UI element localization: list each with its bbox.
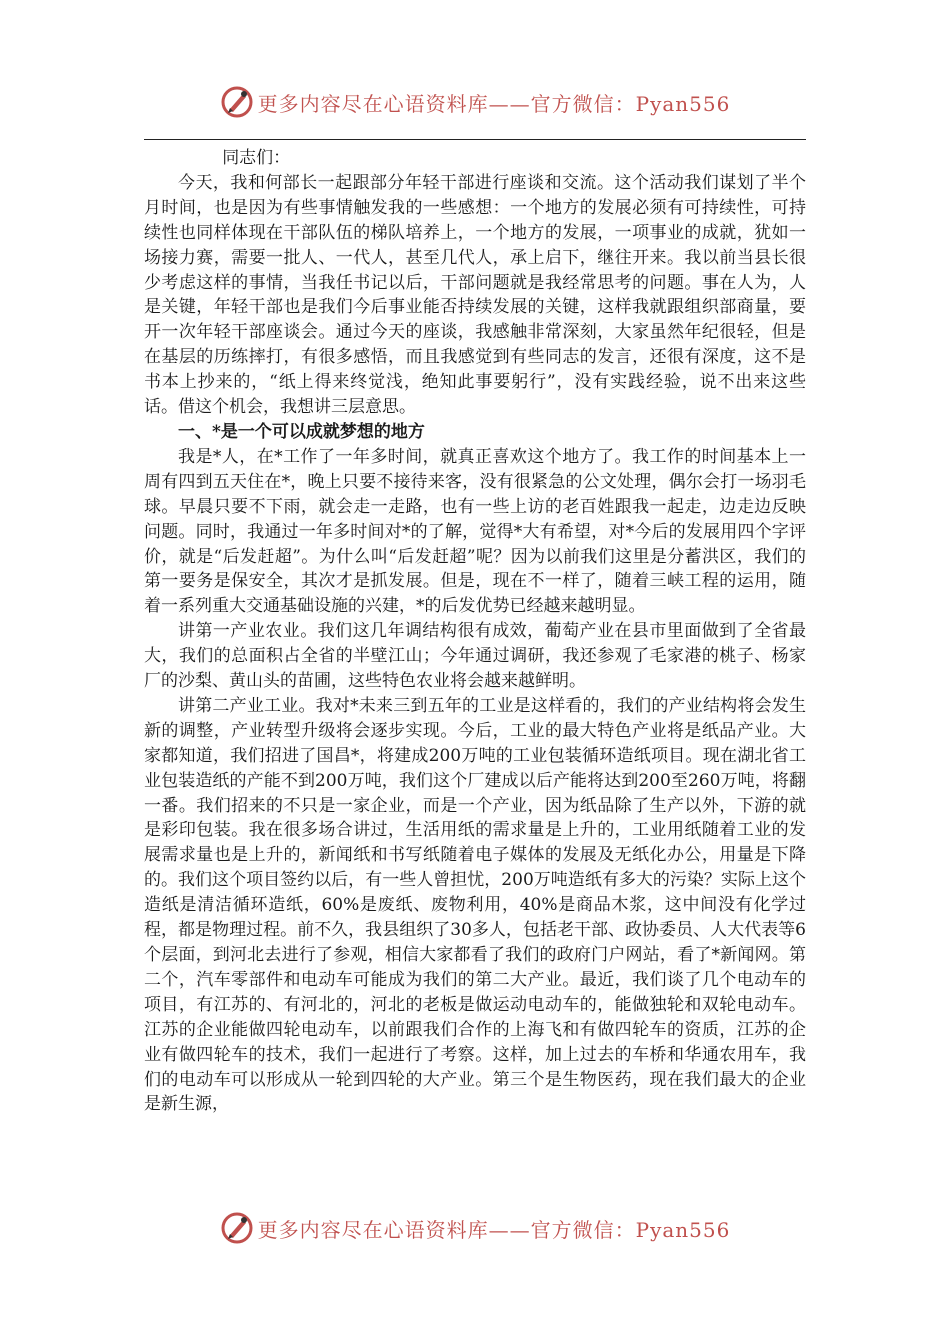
- paragraph: 我是*人，在*工作了一年多时间，就真正喜欢这个地方了。我工作的时间基本上一周有四到五天住在*，晚上只要不接待来客，没有很紧急的公文处理，偶尔会打一场羽毛球。早晨只要不下雨，就会走一走路，也有一些上访的老百姓跟我一起走，边走边反映问题。同时，我通过一年多时间对*的了解，觉得*大有希望，对*今后的发展用四个字评价，就是“后发赶超”。为什么叫“后发赶超”呢？因为以前我们这里是分蓄洪区，我们的第一要务是保安全，其次才是抓发展。但是，现在不一样了，随着三峡工程的运用，随着一系列重大交通基础设施的兴建，*的后发优势已经越来越明显。: [144, 446, 806, 617]
- header-banner: [0, 80, 950, 124]
- section-heading: 一、*是一个可以成就梦想的地方: [178, 421, 425, 442]
- greeting: 同志们：: [222, 148, 291, 168]
- pen-circle-logo-icon: [220, 1211, 254, 1245]
- header-rule: [144, 139, 806, 140]
- paragraph: 讲第二产业工业。我对*未来三到五年的工业是这样看的，我们的产业结构将会发生新的调整，产业转型升级将会逐步实现。今后，工业的最大特色产业将是纸品产业。大家都知道，我们招进了国昌*，将建成200万吨的工业包装循环造纸项目。现在湖北省工业包装造纸的产能不到200万吨，我们这个厂建成以后产能将达到200至260万吨，将翻一番。我们招来的不只是一家企业，而是一个产业，因为纸品除了生产以外，下游的就是彩印包装。我在很多场合讲过，生活用纸的需求量是上升的，工业用纸随着工业的发展需求量也是上升的，新闻纸和书写纸随着电子媒体的发展及无纸化办公，用量是下降的。我们这个项目签约以后，有一些人曾担忧，200万吨造纸有多大的污染？实际上这个造纸是清洁循环造纸，60%是废纸、废物利用，40%是商品木浆，这中间没有化学过程，都是物理过程。前不久，我县组织了30多人，包括老干部、政协委员、人大代表等6个层面，到河北去进行了参观，相信大家都看了我们的政府门户网站，看了*新闻网。第二个，汽车零部件和电动车可能成为我们的第二大产业。最近，我们谈了几个电动车的项目，有江苏的、有河北的，河北的老板是做运动电动车的，能做独轮和双轮电动车。江苏的企业能做四轮电动车，以前跟我们合作的上海飞和有做四轮车的资质，江苏的企业有做四轮车的技术，我们一起进行了考察。这样，加上过去的车桥和华通农用车，我们的电动车可以形成从一轮到四轮的大产业。第三个是生物医药，现在我们最大的企业是新生源，: [144, 695, 806, 1115]
- paragraph: 讲第一产业农业。我们这几年调结构很有成效，葡萄产业在县市里面做到了全省最大，我们的总面积占全省的半壁江山；今年通过调研，我还参观了毛家港的桃子、杨家厂的沙梨、黄山头的苗圃，这些特色农业将会越来越鲜明。: [144, 621, 806, 692]
- paragraph: 今天，我和何部长一起跟部分年轻干部进行座谈和交流。这个活动我们谋划了半个月时间，也是因为有些事情触发我的一些感想：一个地方的发展必须有可持续性，可持续性也同样体现在干部队伍的梯队培养上，一个地方的发展，一项事业的成就，犹如一场接力赛，需要一批人、一代人，甚至几代人，承上启下，继往开来。我以前当县长很少考虑这样的事情，当我任书记以后，干部问题就是我经常思考的问题。事在人为，人是关键，年轻干部也是我们今后事业能否持续发展的关键，这样我就跟组织部商量，要开一次年轻干部座谈会。通过今天的座谈，我感触非常深刻，大家虽然年纪很轻，但是在基层的历练摔打，有很多感悟，而且我感觉到有些同志的发言，还很有深度，这不是书本上抄来的，“纸上得来终觉浅，绝知此事要躬行”，没有实践经验，说不出来这些话。借这个机会，我想讲三层意思。: [144, 172, 806, 418]
- pen-circle-logo-icon: [220, 85, 254, 119]
- document-body: [144, 146, 806, 1117]
- footer-banner: [0, 1206, 950, 1250]
- banner-text: 更多内容尽在心语资料库——官方微信：Pyan556: [257, 1217, 731, 1242]
- banner-text: 更多内容尽在心语资料库——官方微信：Pyan556: [257, 91, 731, 116]
